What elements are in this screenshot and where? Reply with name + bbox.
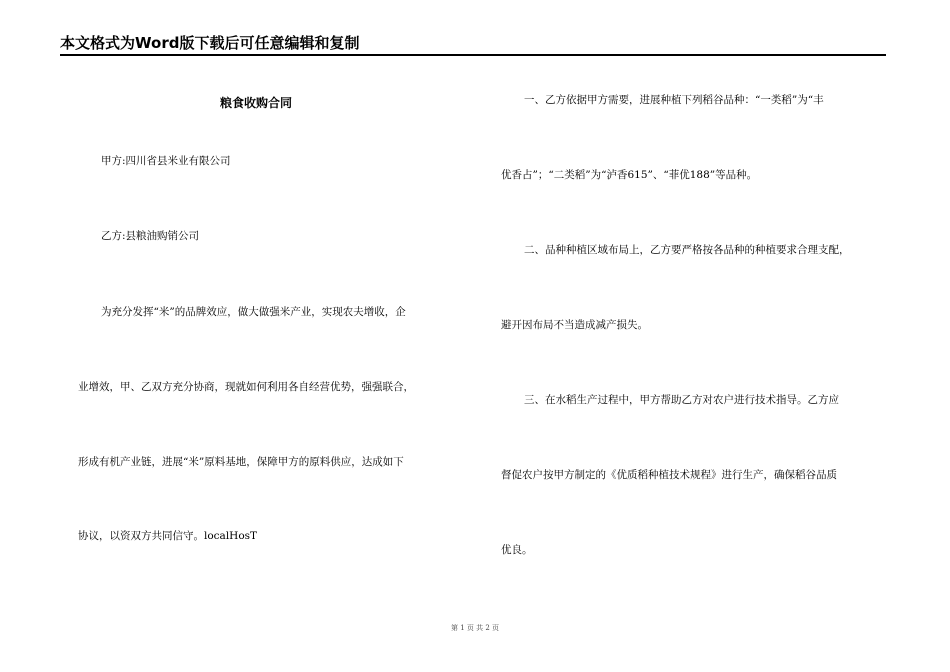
clause-line: 一、乙方依据甲方需要，进展种植下列稻谷品种：“一类稻”为“丰 xyxy=(524,94,824,106)
page-header: 本文格式为Word版下载后可任意编辑和复制 xyxy=(60,34,360,52)
party-b-line: 乙方:县粮油购销公司 xyxy=(101,230,200,242)
clause-line: 督促农户按甲方制定的《优质稻种植技术规程》进行生产，确保稻谷品质 xyxy=(501,469,837,481)
header-divider xyxy=(60,54,886,56)
clause-line: 优香占”；“二类稻”为“泸香615”、“菲优188”等品种。 xyxy=(501,169,758,181)
clause-line: 避开因布局不当造成减产损失。 xyxy=(501,319,648,331)
document-title: 粮食收购合同 xyxy=(220,96,293,110)
page-number: 第 1 页 共 2 页 xyxy=(450,624,500,632)
paragraph-line: 协议，以资双方共同信守。localHosT xyxy=(78,530,258,542)
paragraph-line: 业增效，甲、乙双方充分协商，现就如何利用各自经营优势，强强联合， xyxy=(78,381,414,393)
clause-line: 三、在水稻生产过程中，甲方帮助乙方对农户进行技术指导。乙方应 xyxy=(524,394,839,406)
clause-line: 优良。 xyxy=(501,544,533,556)
party-a-line: 甲方:四川省县米业有限公司 xyxy=(101,155,231,167)
paragraph-line: 形成有机产业链，进展“米”原料基地，保障甲方的原料供应，达成如下 xyxy=(78,456,404,468)
clause-line: 二、品种种植区域布局上，乙方要严格按各品种的种植要求合理支配， xyxy=(524,244,850,256)
paragraph-line: 为充分发挥“米”的品牌效应，做大做强米产业，实现农夫增收，企 xyxy=(101,306,406,318)
